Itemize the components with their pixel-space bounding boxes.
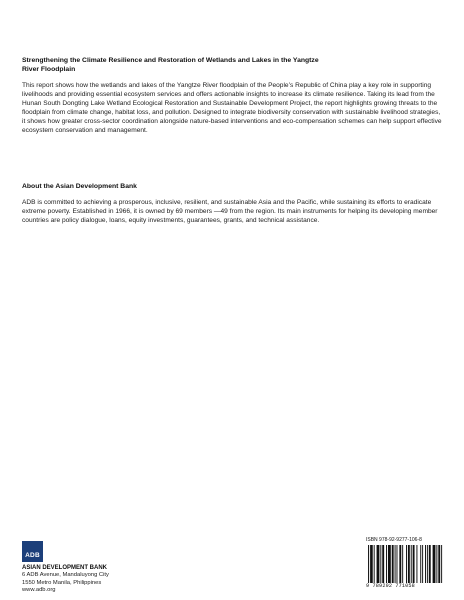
report-summary-paragraph: This report shows how the wetlands and lakes of the Yangtze River floodplain of the People’s Republic of China play a key role in supporting livelihoods and providing essential ecosystem services and offers actionable insights to increase its climate resilience. Taking its lead from the Hunan South Dongting Lake Wetland Ecological Restoration and Sustainable Development Project, the report highlights growing threats to the floodplain from climate change, habitat loss, and pollution. Designed to integrate biodiversity conservation with sustainable livelihood strategies, it shows how greater cross-sector coordination alongside nature-based interventions and eco-compensation schemes can help support effective ecosystem conservation and management. (22, 82, 442, 134)
about-adb-heading: About the Asian Development Bank (22, 183, 137, 190)
barcode-bar (406, 545, 407, 583)
barcode-bar (436, 545, 437, 583)
barcode-bar (402, 545, 403, 583)
publisher-address (22, 565, 109, 595)
barcode-bar (386, 545, 387, 583)
barcode-bar (422, 545, 423, 583)
isbn-barcode-block (366, 537, 446, 591)
barcode-bar (370, 545, 371, 583)
barcode-bar (416, 545, 417, 583)
publisher-name: ASIAN DEVELOPMENT BANK (22, 565, 108, 571)
barcode-bar (399, 545, 401, 583)
about-adb-section (22, 182, 446, 226)
barcode-bar (429, 545, 431, 583)
barcode-bar (374, 545, 375, 583)
barcode-bar (420, 545, 421, 583)
barcode-bar (425, 545, 426, 583)
adb-logo: ADB (22, 541, 43, 562)
barcode-bar (388, 545, 391, 583)
about-adb-paragraph: ADB is committed to achieving a prosperous, inclusive, resilient, and sustainable Asia and the Pacific, while sustaining its efforts to eradicate extreme poverty. Established in 1966, it is owned by 69 members —49 from the region. Its main instruments for helping its developing member countries are policy dialogue, loans, equity investments, guarantees, grants, and technical assistance. (22, 199, 438, 224)
barcode-bar (395, 545, 396, 583)
website-link[interactable]: www.adb.org (22, 587, 56, 594)
barcode-bar (411, 545, 412, 583)
barcode-bar (380, 545, 381, 583)
barcode-bar (371, 545, 373, 583)
report-summary-section (22, 56, 446, 135)
barcode-bar (408, 545, 410, 583)
report-title: Strengthening the Climate Resilience and Restoration of Wetlands and Lakes in the Yangtze River Floodplain (22, 57, 319, 73)
barcode-digits: 9 789292 771058 (366, 583, 415, 589)
barcode-image (366, 545, 446, 583)
barcode-bar (368, 545, 369, 583)
address-line-2: 1550 Metro Manila, Philippines (22, 579, 102, 586)
barcode-bar (413, 545, 415, 583)
barcode-bar (397, 545, 398, 583)
address-line-1: 6 ADB Avenue, Mandaluyong City (22, 572, 109, 579)
isbn-label: ISBN 978-92-9277-106-8 (366, 537, 422, 543)
barcode-bar (433, 545, 436, 583)
barcode-bar (377, 545, 380, 583)
barcode-bar (427, 545, 428, 583)
barcode-bar (392, 545, 394, 583)
barcode-bar (441, 545, 442, 583)
barcode-bar (382, 545, 384, 583)
barcode-bar (438, 545, 440, 583)
